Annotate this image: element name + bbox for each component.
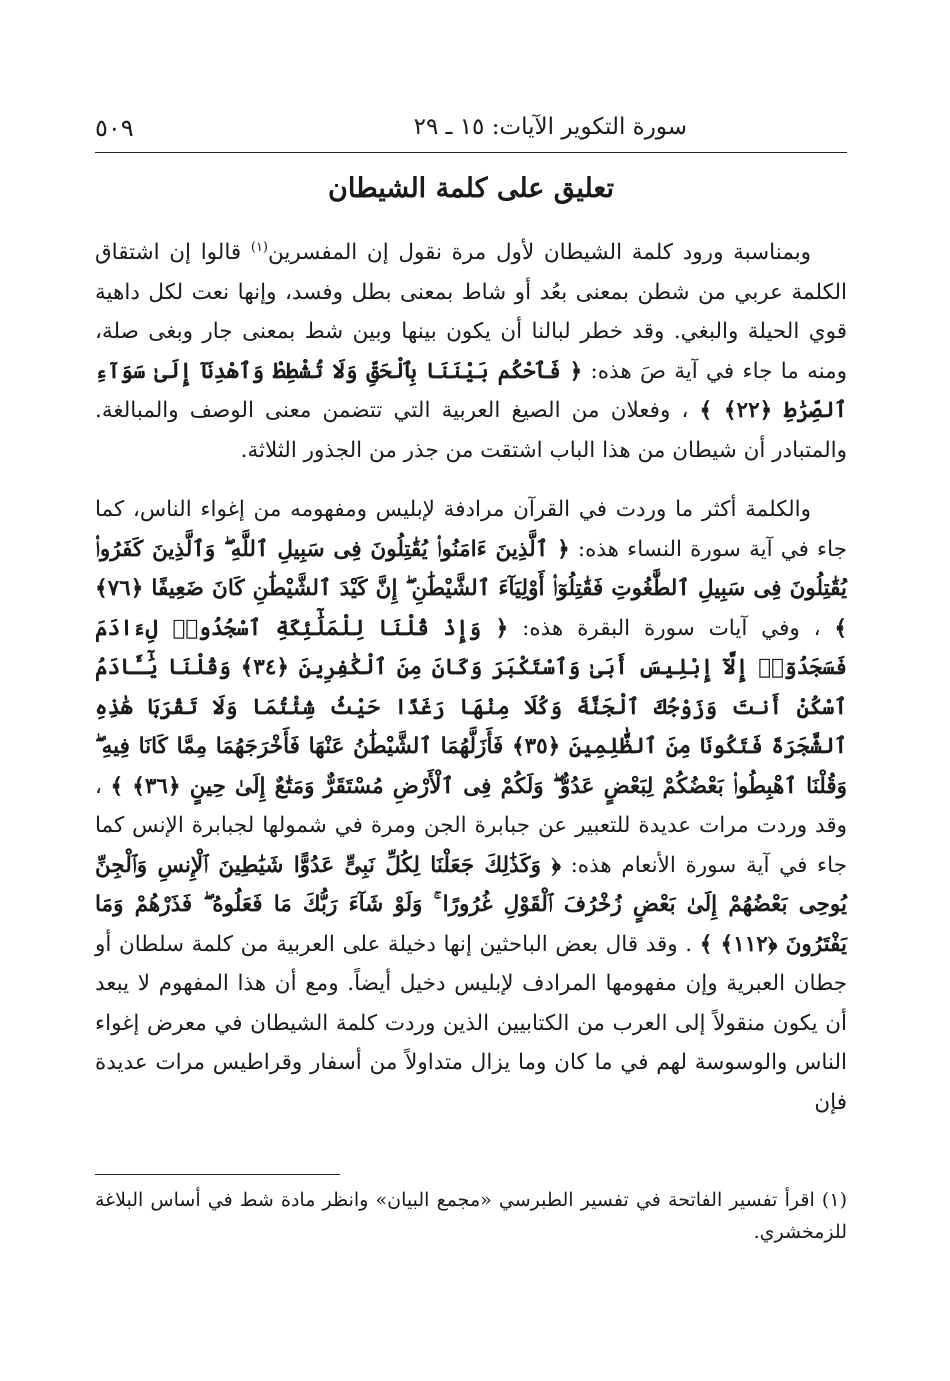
quran-verse: ﴿ وَكَذَٰلِكَ جَعَلْنَا لِكُلِّ نَبِىٍّ عَدُوًّا شَيَٰطِينَ ٱلْإِنسِ وَٱلْجِنِّ يُوحِى بَعْضُهُمْ إِلَىٰ بَعْضٍ زُخْرُفَ ٱلْقَوْلِ غُرُورًا ۚ وَلَوْ شَآءَ رَبُّكَ مَا فَعَلُوهُ ۖ فَذَرْهُمْ وَمَا يَفْتَرُونَ ﴿١١٢﴾ ﴾ <box>95 852 847 957</box>
paragraph-text: ، وقد وردت مرات عديدة للتعبير عن جبابرة الجن ومرة في شمولها لجبابرة الإنس كما جاء في آية سورة الأنعام هذه: <box>95 773 847 878</box>
footnote-divider <box>95 1174 340 1175</box>
book-page <box>95 108 847 1358</box>
quran-verse: ﴿ ٱلَّذِينَ ءَامَنُوا۟ يُقَٰتِلُونَ فِى سَبِيلِ ٱللَّهِ ۖ وَٱلَّذِينَ كَفَرُوا۟ يُقَٰتِلُونَ فِى سَبِيلِ ٱلطَّٰغُوتِ فَقَٰتِلُوٓا۟ أَوْلِيَآءَ ٱلشَّيْطَٰنِ ۖ إِنَّ كَيْدَ ٱلشَّيْطَٰنِ كَانَ ضَعِيفًا ﴿٧٦﴾ ﴾ <box>95 536 847 641</box>
paragraph-text: ، وفعلان من الصيغ العربية التي تتضمن معنى الوصف والمبالغة. والمتبادر أن شيطان من هذا الباب اشتقت من جذر من الجذور الثلاثة. <box>95 398 847 463</box>
footnote-reference: (١) <box>250 240 268 255</box>
paragraph-text: ، وفي آيات سورة البقرة هذه: <box>508 615 835 641</box>
page-number: ٥٠٩ <box>95 114 134 142</box>
section-title: تعليق على كلمة الشيطان <box>328 173 614 204</box>
running-title: سورة التكوير الآيات: ١٥ ـ ٢٩ <box>413 114 687 140</box>
footnote: (١) اقرأ تفسير الفاتحة في تفسير الطبرسي «مجمع البيان» وانظر مادة شط في أساس البلاغة للزمخشري. <box>95 1189 847 1243</box>
page-header <box>95 108 847 153</box>
paragraph-text: . وقد قال بعض الباحثين إنها دخيلة على العربية من كلمة سلطان أو جطان العبرية وإن مفهومها المرادف لإبليس دخيل أيضاً. ومع أن هذا المفهوم لا يبعد أن يكون منقولاً إلى العرب من الكتابيين الذين وردت كلمة الشيطان في معرض إغواء الناس والوسوسة لهم في ما كان وما يزال متداولاً من أسفار وقراطيس مرات عديدة فإن <box>95 931 847 1115</box>
paragraph-text: وبمناسبة ورود كلمة الشيطان لأول مرة نقول إن المفسرين <box>268 240 811 266</box>
body-paragraph-2 <box>95 490 847 1122</box>
paragraph-text: والكلمة أكثر ما وردت في القرآن مرادفة لإبليس ومفهومه من إغواء الناس، كما جاء في آية سورة النساء هذه: <box>95 497 848 562</box>
quran-verse: ﴿ وَإِذْ قُلْنَا لِلْمَلَٰٓئِكَةِ ٱسْجُدُوا۟ لِءَادَمَ فَسَجَدُوٓا۟ إِلَّآ إِبْلِيسَ أَبَىٰ وَٱسْتَكْبَرَ وَكَانَ مِنَ ٱلْكَٰفِرِينَ ﴿٣٤﴾ وَقُلْنَا يَٰٓـَٔادَمُ ٱسْكُنْ أَنتَ وَزَوْجُكَ ٱلْجَنَّةَ وَكُلَا مِنْهَا رَغَدًا حَيْثُ شِئْتُمَا وَلَا تَقْرَبَا هَٰذِهِ ٱلشَّجَرَةَ فَتَكُونَا مِنَ ٱلظَّٰلِمِينَ ﴿٣٥﴾ فَأَزَلَّهُمَا ٱلشَّيْطَٰنُ عَنْهَا فَأَخْرَجَهُمَا مِمَّا كَانَا فِيهِ ۖ وَقُلْنَا ٱهْبِطُوا۟ بَعْضُكُمْ لِبَعْضٍ عَدُوٌّ ۖ وَلَكُمْ فِى ٱلْأَرْضِ مُسْتَقَرٌّ وَمَتَٰعٌ إِلَىٰ حِينٍ ﴿٣٦﴾ ﴾ <box>95 615 847 799</box>
quran-verse: ﴿ فَٱحْكُم بَيْنَنَا بِٱلْحَقِّ وَلَا تُشْطِطْ وَٱهْدِنَآ إِلَىٰ سَوَآءِ ٱلصِّرَٰطِ ﴿٢٢﴾ ﴾ <box>95 358 847 424</box>
body-paragraph-1 <box>95 228 847 470</box>
paragraph-text: قالوا إن اشتقاق الكلمة عربي من شطن بمعنى بعُد أو شاط بمعنى بطل وفسد، وإنها نعت لكل داهية قوي الحيلة والبغي. وقد خطر لبالنا أن يكون بينها وبين شط بمعنى جار وبغى صلة، ومنه ما جاء في آية صَ هذه: <box>95 240 848 384</box>
